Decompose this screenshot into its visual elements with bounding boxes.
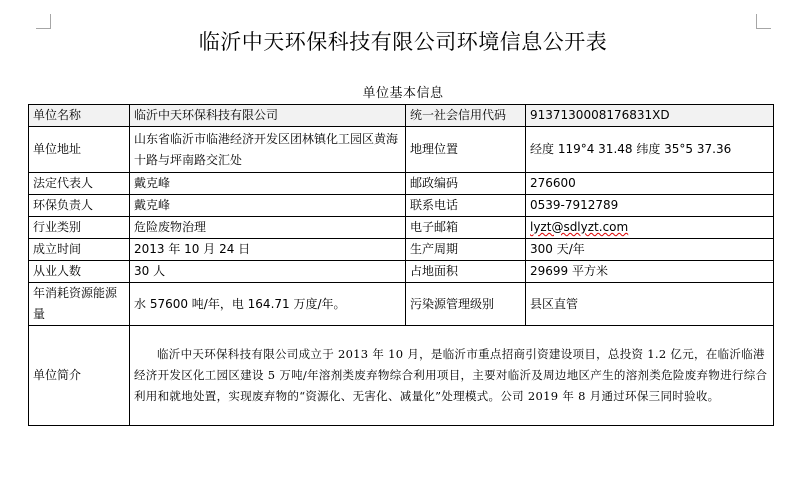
table-row bbox=[29, 105, 774, 127]
label-env-manager: 环保负责人 bbox=[29, 195, 130, 217]
table-row bbox=[29, 239, 774, 261]
label-pollution-level: 污染源管理级别 bbox=[406, 283, 526, 326]
value-production-cycle: 300 天/年 bbox=[526, 239, 774, 261]
label-postcode: 邮政编码 bbox=[406, 173, 526, 195]
value-industry: 危险废物治理 bbox=[130, 217, 406, 239]
value-resource-consumption: 水 57600 吨/年，电 164.71 万度/年。 bbox=[130, 283, 406, 326]
label-production-cycle: 生产周期 bbox=[406, 239, 526, 261]
value-company-name: 临沂中天环保科技有限公司 bbox=[130, 105, 406, 127]
label-location: 地理位置 bbox=[406, 127, 526, 173]
label-resource-consumption: 年消耗资源能源量 bbox=[29, 283, 130, 326]
value-area: 29699 平方米 bbox=[526, 261, 774, 283]
label-phone: 联系电话 bbox=[406, 195, 526, 217]
document-title: 临沂中天环保科技有限公司环境信息公开表 bbox=[198, 30, 608, 54]
email-link[interactable]: lyzt@sdlyzt.com bbox=[530, 220, 629, 234]
label-address: 单位地址 bbox=[29, 127, 130, 173]
label-industry: 行业类别 bbox=[29, 217, 130, 239]
table-row bbox=[29, 195, 774, 217]
label-credit-code: 统一社会信用代码 bbox=[406, 105, 526, 127]
value-phone: 0539-7912789 bbox=[526, 195, 774, 217]
table-row bbox=[29, 127, 774, 173]
table-row bbox=[29, 173, 774, 195]
label-area: 占地面积 bbox=[406, 261, 526, 283]
table-row bbox=[29, 261, 774, 283]
label-founded: 成立时间 bbox=[29, 239, 130, 261]
info-table bbox=[28, 104, 774, 426]
value-credit-code: 9137130008176831XD bbox=[526, 105, 774, 127]
label-email: 电子邮箱 bbox=[406, 217, 526, 239]
label-legal-rep: 法定代表人 bbox=[29, 173, 130, 195]
value-postcode: 276600 bbox=[526, 173, 774, 195]
label-employees: 从业人数 bbox=[29, 261, 130, 283]
label-company-name: 单位名称 bbox=[29, 105, 130, 127]
value-address: 山东省临沂市临港经济开发区团林镇化工园区黄海十路与坪南路交汇处 bbox=[130, 127, 406, 173]
label-company-intro: 单位简介 bbox=[29, 326, 130, 426]
value-pollution-level: 县区直管 bbox=[526, 283, 774, 326]
value-location: 经度 119°4 31.48 纬度 35°5 37.36 bbox=[526, 127, 774, 173]
table-row bbox=[29, 326, 774, 426]
table-row bbox=[29, 217, 774, 239]
table-row bbox=[29, 283, 774, 326]
value-legal-rep: 戴克峰 bbox=[130, 173, 406, 195]
value-email bbox=[526, 217, 774, 239]
value-founded: 2013 年 10 月 24 日 bbox=[130, 239, 406, 261]
value-employees: 30 人 bbox=[130, 261, 406, 283]
value-company-intro: 临沂中天环保科技有限公司成立于 2013 年 10 月，是临沂市重点招商引资建设项目，总投资 1.2 亿元，在临沂临港经济开发区化工园区建设 5 万吨/年溶剂类废弃物综合利用项目，主要对临沂及周边地区产生的溶剂类危险废弃物进行综合利用和就地处置，实现废弃物的“资源化、无害化、减量化”处理模式。公司 2019 年 8 月通过环保三同时验收。 bbox=[130, 326, 774, 426]
value-env-manager: 戴克峰 bbox=[130, 195, 406, 217]
section-title: 单位基本信息 bbox=[362, 86, 444, 101]
